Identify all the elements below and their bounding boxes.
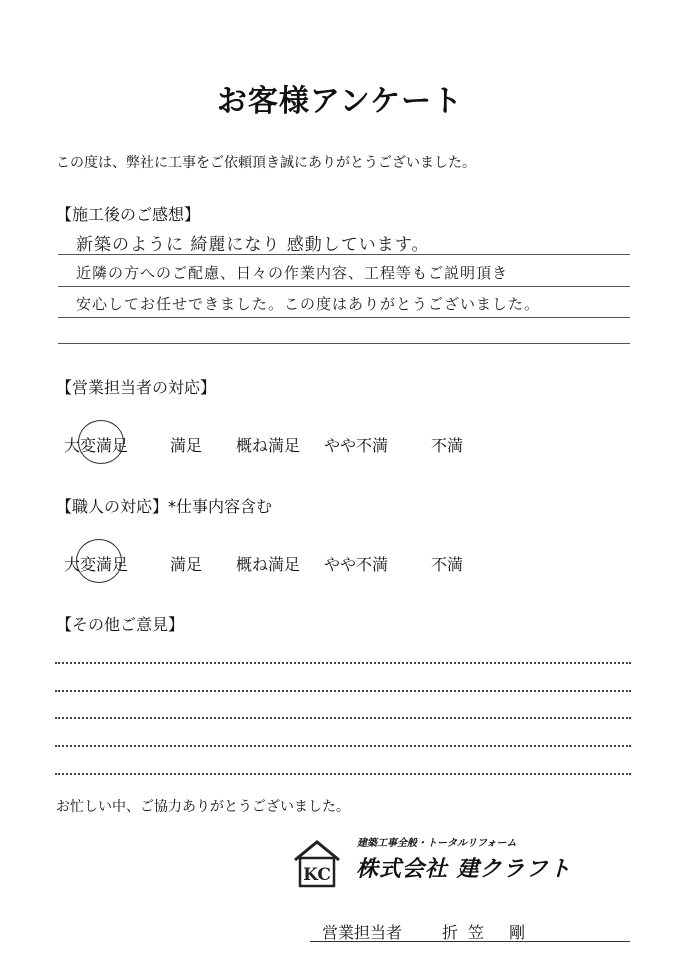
dotted-line bbox=[55, 745, 631, 747]
writing-rule bbox=[58, 286, 630, 287]
craftsman-option-dissatisfied[interactable]: 不満 bbox=[431, 555, 464, 574]
sales-option-satisfied[interactable]: 満足 bbox=[170, 436, 203, 455]
signature-line bbox=[310, 941, 630, 942]
craftsman-heading: 【職人の対応】*仕事内容含む bbox=[56, 497, 273, 516]
company-logo bbox=[292, 838, 602, 894]
craftsman-option-very-satisfied[interactable]: 大変満足 bbox=[64, 555, 129, 574]
writing-rule bbox=[58, 343, 630, 344]
craftsman-option-somewhat-dissatisfied[interactable]: やや不満 bbox=[324, 555, 389, 574]
impression-line-1: 新築のように 綺麗になり 感動しています。 bbox=[76, 235, 430, 255]
sales-option-somewhat-dissatisfied[interactable]: やや不満 bbox=[324, 436, 389, 455]
logo-tagline: 建築工事全般・トータルリフォーム bbox=[357, 838, 517, 849]
sales-option-very-satisfied[interactable]: 大変満足 bbox=[64, 436, 129, 455]
dotted-line bbox=[55, 662, 631, 664]
selection-circle bbox=[78, 420, 124, 464]
svg-text:KC: KC bbox=[303, 865, 331, 885]
impression-line-2: 近隣の方へのご配慮、日々の作業内容、工程等もご説明頂き bbox=[76, 264, 509, 282]
dotted-line bbox=[55, 773, 631, 775]
other-heading: 【その他ご意見】 bbox=[56, 615, 185, 634]
writing-rule bbox=[58, 254, 630, 255]
sales-option-mostly-satisfied[interactable]: 概ね満足 bbox=[236, 436, 301, 455]
sales-option-dissatisfied[interactable]: 不満 bbox=[431, 436, 464, 455]
logo-company-name: 株式会社 建クラフト bbox=[356, 857, 572, 882]
impression-line-3: 安心してお任せできました。この度はありがとうございました。 bbox=[76, 295, 541, 313]
closing-text: お忙しい中、ご協力ありがとうございました。 bbox=[56, 799, 350, 815]
impression-heading: 【施工後のご感想】 bbox=[56, 205, 201, 224]
page-title: お客様アンケート bbox=[216, 84, 464, 119]
writing-rule bbox=[58, 317, 630, 318]
staff-name: 折笠 剛 bbox=[442, 923, 536, 942]
sales-heading: 【営業担当者の対応】 bbox=[56, 378, 217, 397]
craftsman-option-satisfied[interactable]: 満足 bbox=[170, 555, 203, 574]
intro-text: この度は、弊社に工事をご依頼頂き誠にありがとうございました。 bbox=[56, 155, 476, 171]
dotted-line bbox=[55, 717, 631, 719]
craftsman-option-mostly-satisfied[interactable]: 概ね満足 bbox=[236, 555, 301, 574]
dotted-line bbox=[55, 690, 631, 692]
selection-circle bbox=[76, 539, 122, 583]
staff-label: 営業担当者 bbox=[322, 923, 403, 942]
house-logo-icon bbox=[292, 838, 342, 890]
